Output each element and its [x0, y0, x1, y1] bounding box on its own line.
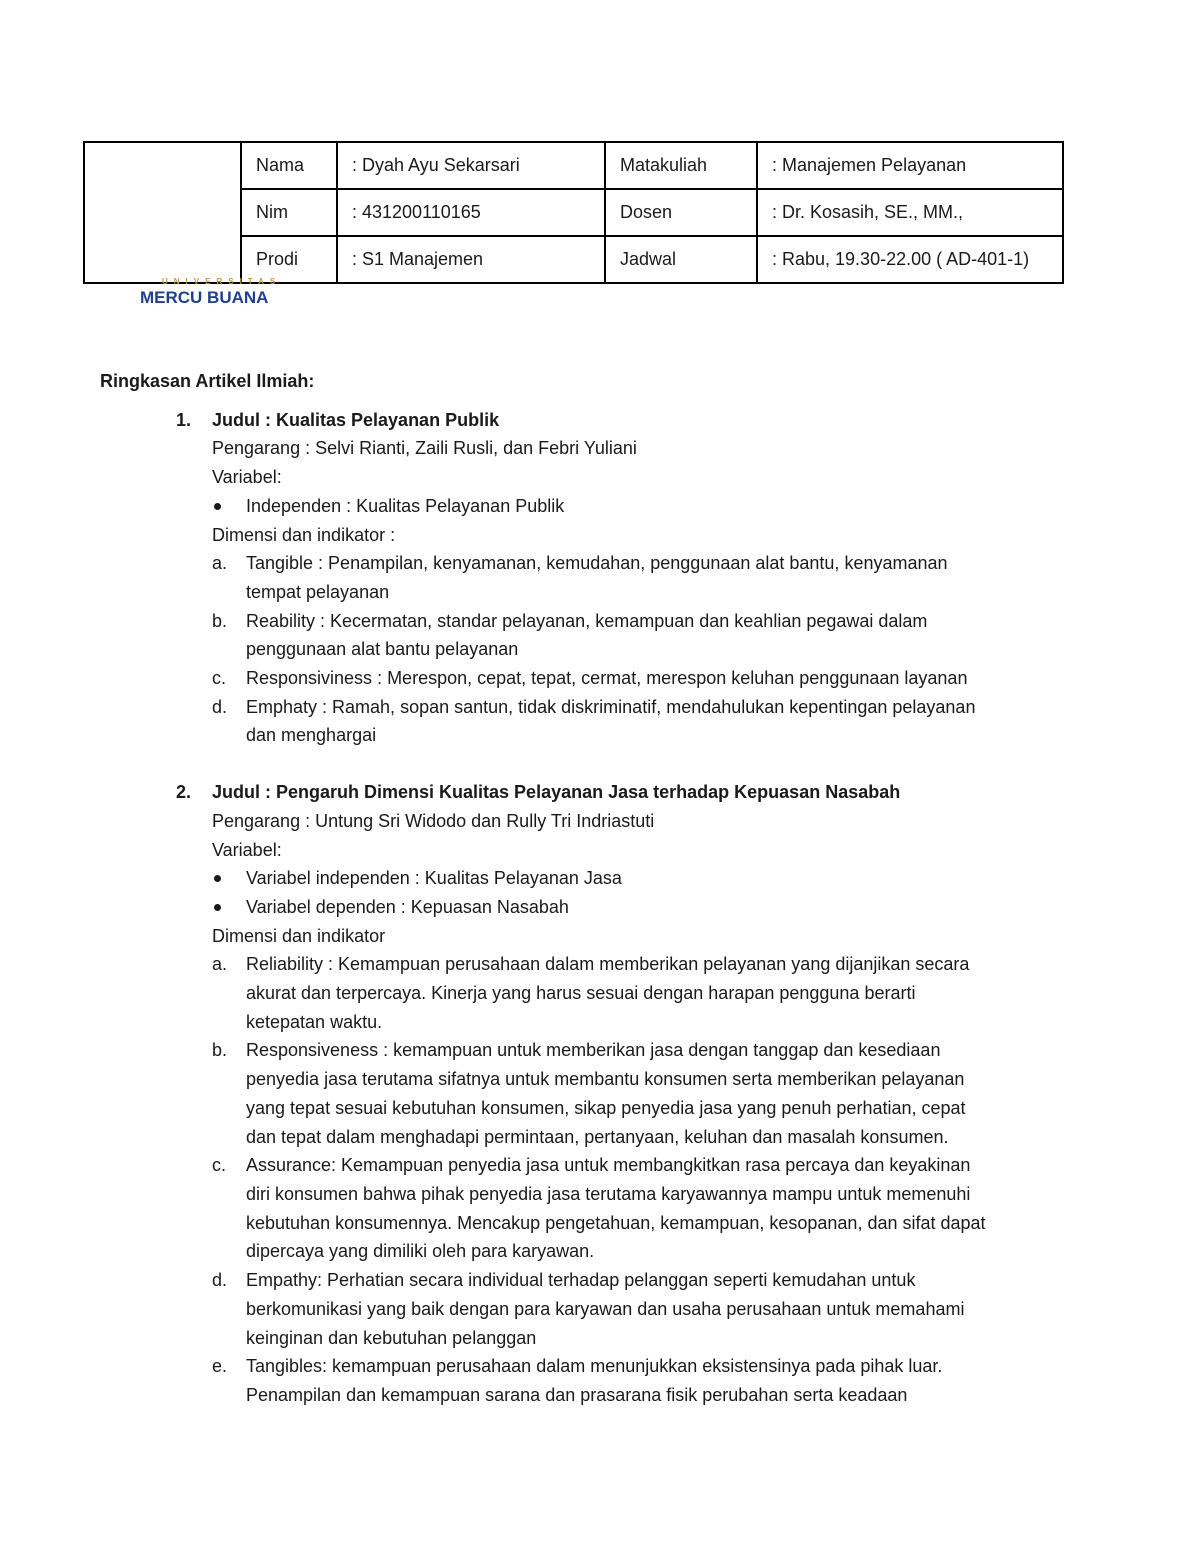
label-prodi: Prodi [241, 236, 337, 283]
dimension-line: Emphaty : Ramah, sopan santun, tidak diskriminatif, mendahulukan kepentingan pelayanan [246, 696, 976, 717]
value-nama: : Dyah Ayu Sekarsari [337, 142, 605, 189]
variable-text: Variabel dependen : Kepuasan Nasabah [246, 896, 569, 917]
variable-item [212, 864, 1060, 893]
dimension-line: diri konsumen bahwa pihak penyedia jasa terutama karyawannya mampu untuk memenuhi [246, 1183, 971, 1204]
dimension-item [212, 664, 1060, 693]
info-row-nama [84, 142, 1063, 189]
dimension-line: Reliability : Kemampuan perusahaan dalam memberikan pelayanan yang dijanjikan secara [246, 954, 970, 975]
bullet-icon [214, 503, 221, 510]
dimension-letter: d. [212, 1270, 228, 1291]
dimension-line: tempat pelayanan [246, 581, 390, 602]
dimensi-label: Dimensi dan indikator : [212, 524, 396, 545]
dimension-letter: b. [212, 1040, 228, 1061]
document-content [100, 367, 1060, 1410]
dimension-line: Responsiviness : Merespon, cepat, tepat, cermat, merespon keluhan penggunaan layanan [246, 668, 968, 689]
article-author: Pengarang : Selvi Rianti, Zaili Rusli, dan Febri Yuliani [212, 438, 637, 459]
article-title: Judul : Pengaruh Dimensi Kualitas Pelayanan Jasa terhadap Kepuasan Nasabah [212, 782, 901, 803]
value-prodi: : S1 Manajemen [337, 236, 605, 283]
article-author: Pengarang : Untung Sri Widodo dan Rully Tri Indriastuti [212, 810, 655, 831]
value-jadwal: : Rabu, 19.30-22.00 ( AD-401-1) [757, 236, 1063, 283]
dimension-letter: a. [212, 954, 228, 975]
variable-item [212, 893, 1060, 922]
variable-text: Variabel independen : Kualitas Pelayanan Jasa [246, 868, 622, 889]
dimensi-label: Dimensi dan indikator [212, 925, 386, 946]
dimension-line: dan tepat dalam menghadapi permintaan, pertanyaan, keluhan dan masalah konsumen. [246, 1126, 949, 1147]
dimension-line: dan menghargai [246, 725, 377, 746]
variable-text: Independen : Kualitas Pelayanan Publik [246, 495, 565, 516]
variabel-label: Variabel: [212, 839, 282, 860]
label-matakuliah: Matakuliah [605, 142, 757, 189]
article-number: 1. [176, 409, 192, 430]
variabel-label: Variabel: [212, 467, 282, 488]
bullet-icon [214, 904, 221, 911]
logo-small-text: UNIVERSITAS [162, 277, 282, 286]
variable-item [212, 492, 1060, 521]
dimension-item [212, 693, 1060, 750]
dimension-item [212, 950, 1060, 1036]
dimension-line: dipercaya yang dimiliki oleh para karyawan. [246, 1241, 595, 1262]
dimension-line: berkomunikasi yang baik dengan para karyawan dan usaha perusahaan untuk memahami [246, 1298, 965, 1319]
dimension-item [212, 1352, 1060, 1409]
value-nim: : 431200110165 [337, 189, 605, 236]
dimension-line: yang tepat sesuai kebutuhan konsumen, sikap penyedia jasa yang penuh perhatian, cepat [246, 1097, 966, 1118]
article-item [100, 778, 1060, 1409]
variable-list [212, 864, 1060, 921]
dimension-item [212, 1036, 1060, 1151]
dimension-letter: d. [212, 696, 228, 717]
label-nama: Nama [241, 142, 337, 189]
dimension-letter: a. [212, 553, 228, 574]
dimension-line: akurat dan terpercaya. Kinerja yang harus sesuai dengan harapan pengguna berarti [246, 983, 916, 1004]
value-matakuliah: : Manajemen Pelayanan [757, 142, 1063, 189]
dimension-line: ketepatan waktu. [246, 1011, 383, 1032]
dimension-line: penyedia jasa terutama sifatnya untuk membantu konsumen serta memberikan pelayanan [246, 1069, 965, 1090]
dimension-line: Responsiveness : kemampuan untuk memberikan jasa dengan tanggap dan kesediaan [246, 1040, 941, 1061]
dimension-letter: c. [212, 668, 227, 689]
dimension-letter: b. [212, 610, 228, 631]
dimension-list [212, 549, 1060, 750]
dimension-item [212, 607, 1060, 664]
article-number: 2. [176, 782, 192, 803]
article-item [100, 406, 1060, 750]
dimension-letter: c. [212, 1155, 227, 1176]
dimension-line: Tangible : Penampilan, kenyamanan, kemudahan, penggunaan alat bantu, kenyamanan [246, 553, 948, 574]
dimension-line: Penampilan dan kemampuan sarana dan prasarana fisik perubahan serta keadaan [246, 1384, 908, 1405]
student-info-table [83, 141, 1064, 284]
dimension-list [212, 950, 1060, 1409]
article-list [100, 406, 1060, 1410]
label-dosen: Dosen [605, 189, 757, 236]
article-title: Judul : Kualitas Pelayanan Publik [212, 409, 500, 430]
dimension-line: keinginan dan kebutuhan pelanggan [246, 1327, 537, 1348]
section-title: Ringkasan Artikel Ilmiah: [100, 371, 315, 391]
dimension-line: Assurance: Kemampuan penyedia jasa untuk membangkitkan rasa percaya dan keyakinan [246, 1155, 971, 1176]
logo-cell [84, 142, 241, 283]
dimension-item [212, 1151, 1060, 1266]
value-dosen: : Dr. Kosasih, SE., MM., [757, 189, 1063, 236]
dimension-line: penggunaan alat bantu pelayanan [246, 639, 519, 660]
bullet-icon [214, 875, 221, 882]
dimension-item [212, 1266, 1060, 1352]
dimension-line: Empathy: Perhatian secara individual terhadap pelanggan seperti kemudahan untuk [246, 1270, 916, 1291]
label-nim: Nim [241, 189, 337, 236]
label-jadwal: Jadwal [605, 236, 757, 283]
dimension-line: kebutuhan konsumennya. Mencakup pengetahuan, kemampuan, kesopanan, dan sifat dapat [246, 1212, 986, 1233]
dimension-line: Tangibles: kemampuan perusahaan dalam menunjukkan eksistensinya pada pihak luar. [246, 1356, 943, 1377]
logo-brand-text: MERCU BUANA [140, 288, 269, 307]
university-logo [140, 277, 281, 309]
dimension-item [212, 549, 1060, 606]
dimension-letter: e. [212, 1356, 228, 1377]
dimension-line: Reability : Kecermatan, standar pelayanan, kemampuan dan keahlian pegawai dalam [246, 610, 928, 631]
variable-list [212, 492, 1060, 521]
